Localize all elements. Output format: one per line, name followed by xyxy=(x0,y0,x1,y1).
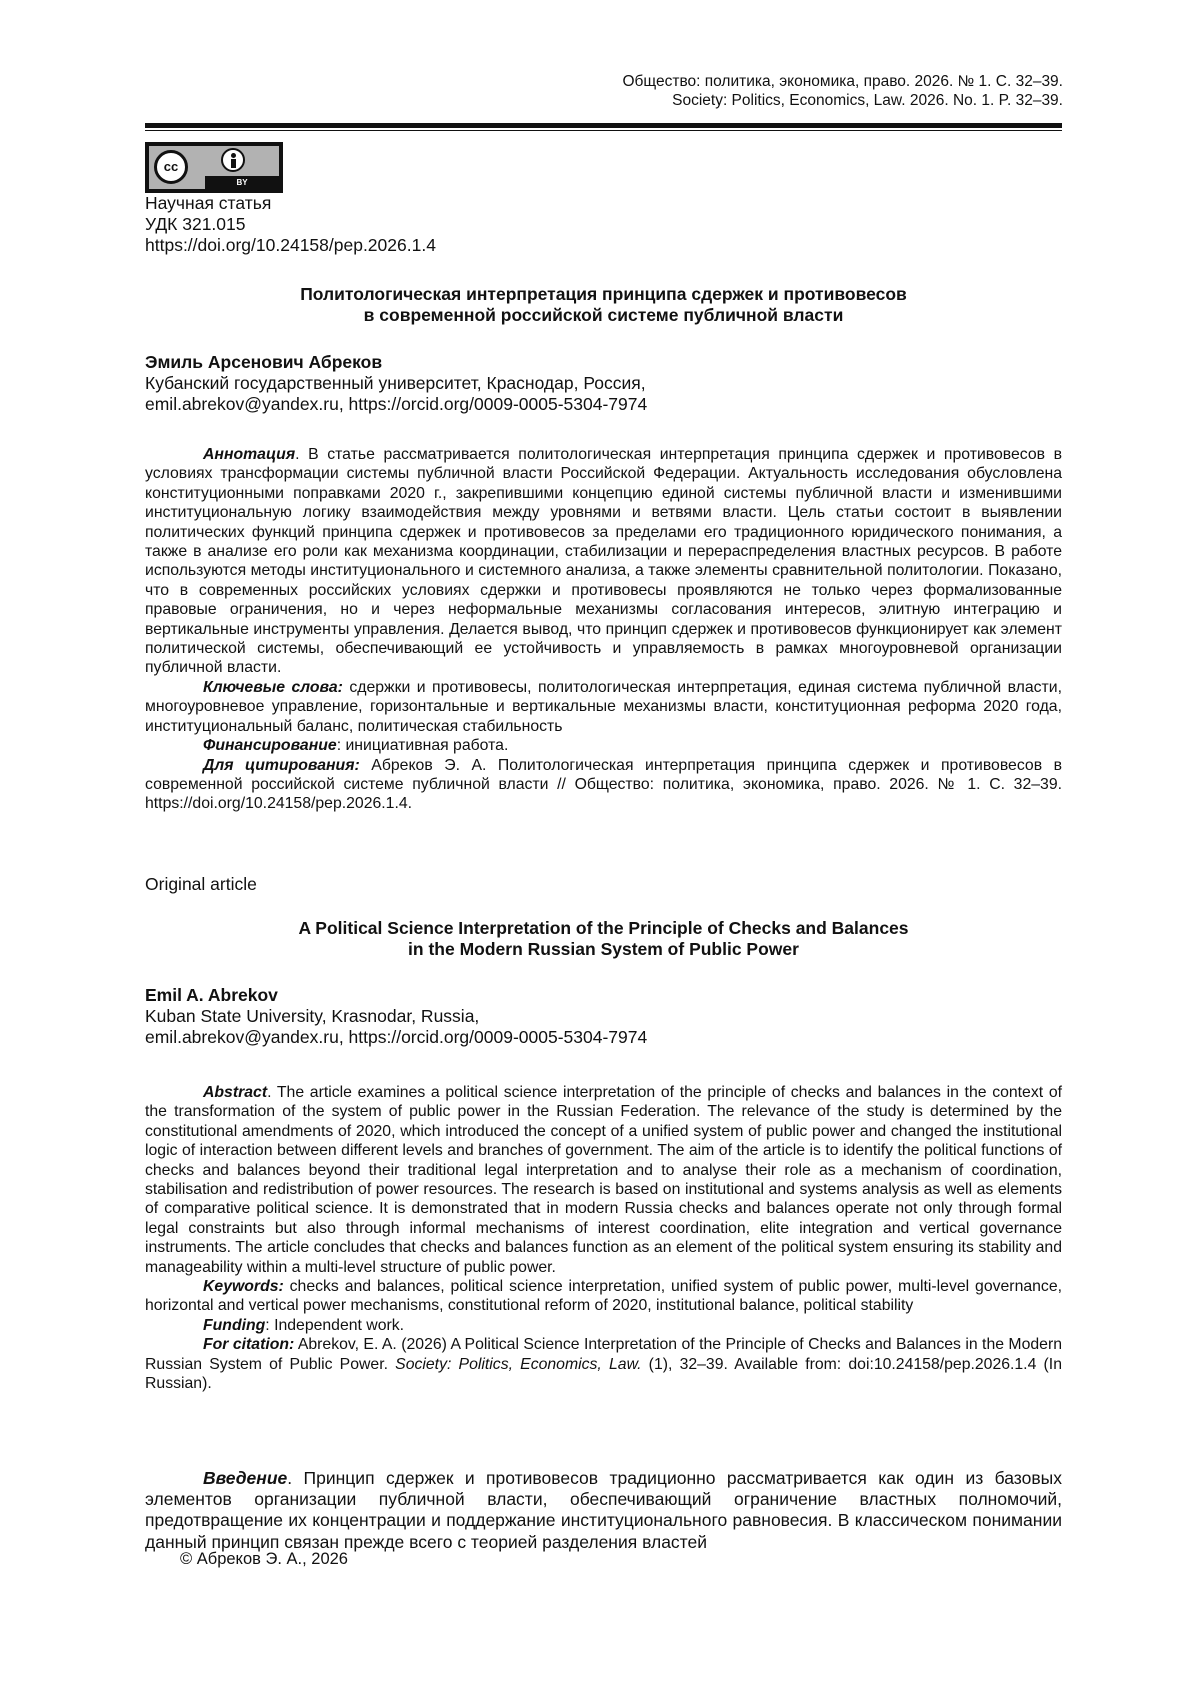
keywords-en: Keywords: checks and balances, political science interpretation, unified system of public power, multi-level governance, horizontal and vertical power mechanisms, constitutional reform of 2020, institutional balance, political stability xyxy=(145,1278,1062,1315)
introduction-section xyxy=(145,1468,1062,1553)
author-block-ru xyxy=(145,352,647,415)
article-type: Научная статья xyxy=(145,193,272,213)
cc-icon: cc xyxy=(154,150,188,184)
author-contacts[interactable]: emil.abrekov@yandex.ru, https://orcid.org/0009-0005-5304-7974 xyxy=(145,394,648,414)
author-name-en: Emil A. Abrekov xyxy=(145,985,278,1005)
citation-ru: Для цитирования: Абреков Э. А. Политологическая интерпретация принципа сдержек и противовесов в современной российской системе публичной власти // Общество: политика, экономика, право. 2026. № 1. С. 32–39. https://doi.org/10.24158/pep.2026.1.4. xyxy=(145,756,1062,813)
article-meta-ru xyxy=(145,193,436,256)
journal-header xyxy=(622,72,1063,110)
copyright-notice: © Абреков Э. А., 2026 xyxy=(180,1550,348,1568)
udc-code: УДК 321.015 xyxy=(145,214,246,234)
header-rule-thick xyxy=(145,123,1062,128)
by-label: BY xyxy=(205,176,279,189)
abstract-block-en xyxy=(145,1083,1062,1394)
author-block-en xyxy=(145,985,647,1048)
header-rule-thin xyxy=(145,130,1062,131)
article-title-ru: Политологическая интерпретация принципа сдержек и противовесов в современной российской системе публичной власти xyxy=(300,284,907,325)
cc-by-license-badge[interactable] xyxy=(145,142,283,193)
journal-reference-en: Society: Politics, Economics, Law. 2026. No. 1. P. 32–39. xyxy=(672,92,1063,109)
citation-en: For citation: Abrekov, E. A. (2026) A Political Science Interpretation of the Principle of Checks and Balances in the Modern Russian System of Public Power. Society: Politics, Economics, Law. (1), 32–39. Available from: doi:10.24158/pep.2026.1.4 (In Russian). xyxy=(145,1336,1062,1393)
author-name: Эмиль Арсенович Абреков xyxy=(145,352,383,372)
introduction-paragraph: Введение. Принцип сдержек и противовесов традиционно рассматривается как один из базовых элементов организации публичной власти, обеспечивающий ограничение властных полномочий, предотвращение их концентрации и поддержание институционального равновесия. В классическом понимании данный принцип связан прежде всего с теорией разделения властей xyxy=(145,1468,1062,1552)
article-title-en: A Political Science Interpretation of the Principle of Checks and Balances in the Modern Russian System of Public Power xyxy=(298,918,909,959)
author-contacts-en[interactable]: emil.abrekov@yandex.ru, https://orcid.org/0009-0005-5304-7974 xyxy=(145,1027,648,1047)
journal-reference-ru: Общество: политика, экономика, право. 2026. № 1. С. 32–39. xyxy=(622,73,1063,90)
doi-link[interactable]: https://doi.org/10.24158/pep.2026.1.4 xyxy=(145,235,436,255)
original-article-label: Original article xyxy=(145,874,257,894)
abstract-en: Abstract. The article examines a political science interpretation of the principle of checks and balances in the context of the transformation of the system of public power in the Russian Federation. The relevance of the study is determined by the constitutional amendments of 2020, which introduced the concept of a unified system of public power and changed the institutional logic of interaction between different levels and branches of government. The aim of the article is to identify the political functions of checks and balances beyond their traditional legal interpretation and to analyse their role as a mechanism of coordination, stabilisation and redistribution of power resources. The research is based on institutional and systems analysis as well as elements of comparative political science. It is demonstrated that in modern Russia checks and balances operate not only through formal legal constraints but also through informal mechanisms of interest coordination, elite integration and vertical governance instruments. The article concludes that checks and balances function as an element of the political system ensuring its stability and manageability within a multi-level structure of public power. xyxy=(145,1084,1062,1276)
attribution-person-icon xyxy=(221,148,245,172)
abstract-ru: Аннотация. В статье рассматривается политологическая интерпретация принципа сдержек и противовесов в условиях трансформации системы публичной власти Российской Федерации. Актуальность исследования обусловлена конституционными поправками 2020 г., закрепившими концепцию единой системы публичной власти и изменившими институциональную логику взаимодействия между уровнями и ветвями власти. Цель статьи состоит в выявлении политических функций принципа сдержек и противовесов за пределами его традиционного юридического понимания, а также в анализе его роли как механизма координации, стабилизации и перераспределения властных ресурсов. В работе используются методы институционального и системного анализа, а также элементы сравнительной политологии. Показано, что в современных российских условиях сдержки и противовесы проявляются не только через формализованные правовые ограничения, но и через неформальные механизмы согласования интересов, элитную интеграцию и вертикальные инструменты управления. Делается вывод, что принцип сдержек и противовесов функционирует как элемент политической системы, обеспечивающий ее устойчивость и управляемость в рамках многоуровневой организации публичной власти. xyxy=(145,446,1062,677)
funding-en: Funding: Independent work. xyxy=(203,1316,405,1334)
abstract-block-ru xyxy=(145,445,1062,814)
funding-ru: Финансирование: инициативная работа. xyxy=(203,737,509,755)
keywords-ru: Ключевые слова: сдержки и противовесы, политологическая интерпретация, единая система публичной власти, многоуровневое управление, горизонтальные и вертикальные механизмы власти, конституционная реформа 2020 года, институциональный баланс, политическая стабильность xyxy=(145,678,1062,735)
author-affiliation: Кубанский государственный университет, Краснодар, Россия, xyxy=(145,373,646,393)
author-affiliation-en: Kuban State University, Krasnodar, Russia, xyxy=(145,1006,480,1026)
